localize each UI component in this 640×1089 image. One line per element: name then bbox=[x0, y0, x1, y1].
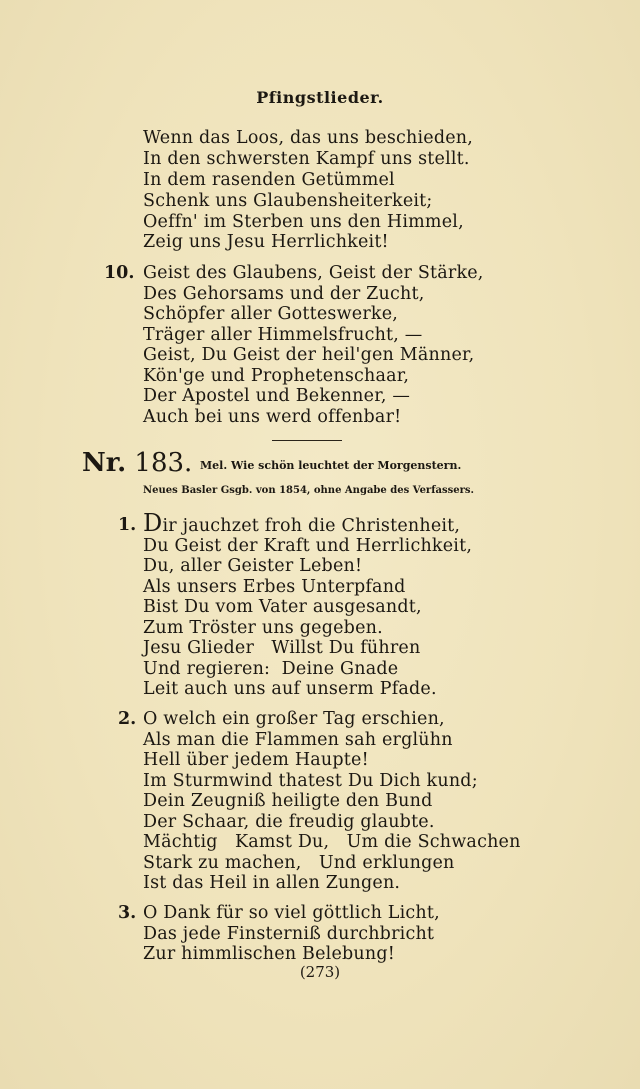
verse-line: Als unsers Erbes Unterpfand bbox=[143, 577, 406, 597]
verse-line: Auch bei uns werd offenbar! bbox=[143, 407, 402, 427]
hymn-nr-label: Nr. bbox=[82, 448, 127, 478]
verse-line: Zum Tröster uns gegeben. bbox=[143, 618, 383, 638]
verse-line: Des Gehorsams und der Zucht, bbox=[143, 284, 425, 304]
verse-line: Dir jauchzet froh die Christenheit, bbox=[143, 509, 461, 537]
verse-line: Wenn das Loos, das uns beschieden, bbox=[143, 128, 474, 148]
verse-line: In dem rasenden Getümmel bbox=[143, 170, 395, 190]
verse-line: Bist Du vom Vater ausgesandt, bbox=[143, 597, 422, 617]
verse-line: Hell über jedem Haupte! bbox=[143, 750, 369, 770]
running-head: Pfingstlieder. bbox=[256, 88, 384, 107]
page-number: (273) bbox=[299, 963, 341, 981]
verse-line: Kön'ge und Prophetenschaar, bbox=[143, 366, 410, 386]
verse-line: Leit auch uns auf unserm Pfade. bbox=[143, 679, 437, 699]
verse-line: Schenk uns Glaubensheiterkeit; bbox=[143, 191, 433, 211]
verse-line: Schöpfer aller Gotteswerke, bbox=[143, 304, 399, 324]
verse-line: Der Apostel und Bekenner, — bbox=[143, 386, 411, 406]
verse-line: Träger aller Himmelsfrucht, — bbox=[143, 325, 423, 345]
verse-line: Geist des Glaubens, Geist der Stärke, bbox=[143, 263, 484, 283]
verse-number: 1. bbox=[118, 515, 137, 535]
verse-line: O welch ein großer Tag erschien, bbox=[143, 709, 445, 729]
verse-line: Du, aller Geister Leben! bbox=[143, 556, 363, 576]
verse-line: Zeig uns Jesu Herrlichkeit! bbox=[143, 232, 389, 252]
verse-line: Das jede Finsterniß durchbricht bbox=[143, 924, 435, 944]
verse-number: 10. bbox=[104, 263, 135, 283]
source-attribution: Neues Basler Gsgb. von 1854, ohne Angabe des Verfassers. bbox=[143, 485, 474, 496]
verse-line: Zur himmlischen Belebung! bbox=[143, 944, 395, 964]
hymn-nr-value: 183. bbox=[134, 448, 193, 478]
verse-line: Als man die Flammen sah erglühn bbox=[143, 730, 453, 750]
melody-note: Mel. Wie schön leuchtet der Morgenstern. bbox=[200, 459, 462, 472]
verse-line: Im Sturmwind thatest Du Dich kund; bbox=[143, 771, 478, 791]
verse-line: In den schwersten Kampf uns stellt. bbox=[143, 149, 470, 169]
verse-number: 3. bbox=[118, 903, 137, 923]
verse-line: Oeffn' im Sterben uns den Himmel, bbox=[143, 212, 464, 232]
verse-number: 2. bbox=[118, 709, 137, 729]
verse-line: O Dank für so viel göttlich Licht, bbox=[143, 903, 440, 923]
verse-line: Mächtig Kamst Du, Um die Schwachen bbox=[143, 832, 521, 852]
verse-line: Du Geist der Kraft und Herrlichkeit, bbox=[143, 536, 473, 556]
verse-line: Dein Zeugniß heiligte den Bund bbox=[143, 791, 433, 811]
hymn-number bbox=[82, 448, 192, 478]
verse-line: Jesu Glieder Willst Du führen bbox=[143, 638, 421, 658]
verse-line: Der Schaar, die freudig glaubte. bbox=[143, 812, 435, 832]
verse-line: Stark zu machen, Und erklungen bbox=[143, 853, 455, 873]
verse-line: Geist, Du Geist der heil'gen Männer, bbox=[143, 345, 475, 365]
section-divider bbox=[272, 440, 342, 441]
verse-line: Und regieren: Deine Gnade bbox=[143, 659, 399, 679]
drop-cap: D bbox=[143, 509, 163, 537]
verse-line: Ist das Heil in allen Zungen. bbox=[143, 873, 401, 893]
